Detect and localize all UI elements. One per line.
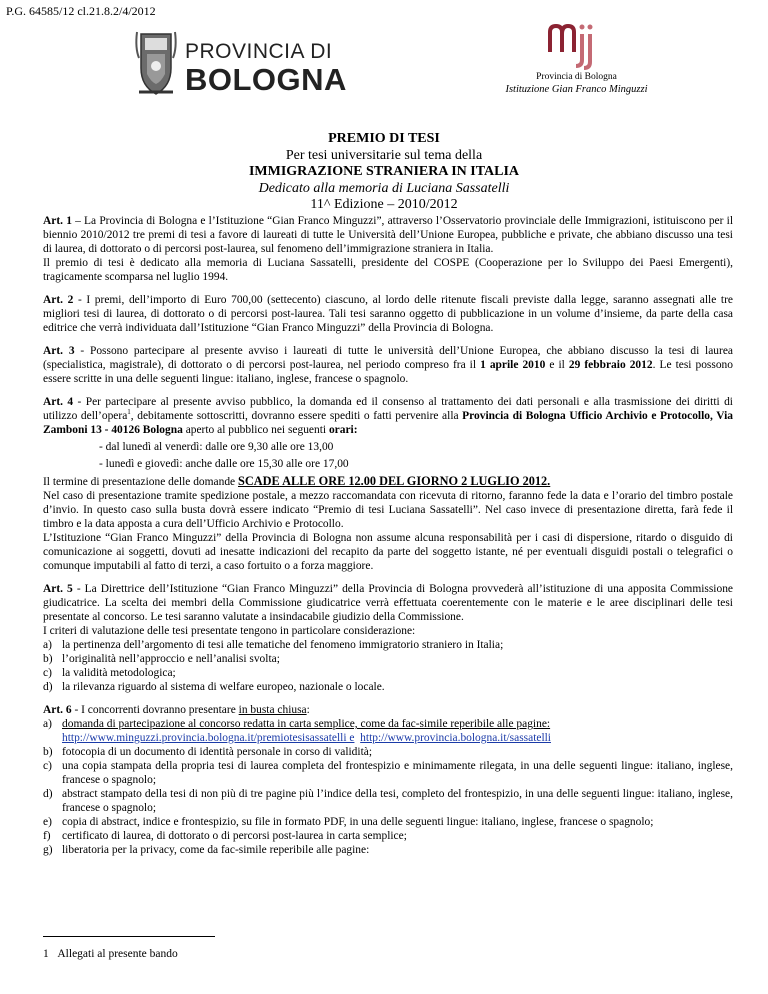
title-edition: 11^ Edizione – 2010/2012 <box>310 197 458 212</box>
list-item: g) liberatoria per la privacy, come da fac-simile reperibile alle pagine: <box>43 844 370 856</box>
protocol-number: P.G. 64585/12 cl.21.8.2/4/2012 <box>6 4 156 18</box>
title-theme: IMMIGRAZIONE STRANIERA IN ITALIA <box>248 164 520 179</box>
article-5-text: - La Direttrice dell’Istituzione “Gian Franco Minguzzi” della Provincia di Bologna provvederà all’istituzione di una apposita Commissione giudicatrice. La scelta dei membri della Commissione giudicatrice verrà effettuata coerentemente con le materie e le aree disciplinari delle tesi presentate al concorso. Le tesi saranno valutate a insindacabile giudizio della Commissione. <box>43 583 733 623</box>
article-3-date-end: 29 febbraio 2012 <box>568 359 653 371</box>
article-5-label: Art. 5 <box>43 583 73 595</box>
article-3-text-c: . Le tesi possono essere scritte in una delle seguenti lingue: italiano, inglese, francese o spagnolo. <box>43 359 733 385</box>
article-6-text-a: - I concorrenti dovranno presentare <box>71 704 239 716</box>
article-4-text-e: L’Istituzione “Gian Franco Minguzzi” della Provincia di Bologna non assume alcuna responsabilità per i casi di dispersione, ritardo o disguido di comunicazione ai soggetti, dovuti ad inesatte indicazioni del recapito da parte del soggetto istante, né per eventuali disguidi postali o telegrafici o comunque imputabili al fatto di terzi, a caso fortuito o a forza maggiore. <box>43 532 733 572</box>
article-3-label: Art. 3 <box>43 345 75 357</box>
item-a-text: domanda di partecipazione al concorso redatta in carta semplice, come da fac-simile reperibile alle pagine: <box>62 718 551 730</box>
link-provincia[interactable]: http://www.provincia.bologna.it/sassatelli <box>360 732 551 744</box>
logo-name-line2: BOLOGNA <box>185 62 347 97</box>
opening-hours-1: - dal lunedì al venerdì: dalle ore 9,30 alle ore 13,00 <box>99 441 334 453</box>
criteria-list <box>43 638 733 694</box>
deadline: SCADE ALLE ORE 12.00 DEL GIORNO 2 LUGLIO 2012. <box>238 474 551 488</box>
article-1 <box>43 214 733 284</box>
opening-hours <box>99 440 733 471</box>
article-4-text-d: Nel caso di presentazione tramite spedizione postale, a mezzo raccomandata con ricevuta di ritorno, faranno fede la data e l’orario del timbro postale d’invio. In questo caso sulla busta dovrà essere indicato “Premio di tesi Luciana Sassatelli”. Nel caso invece di presentazione diretta, farà fede il timbro e la data apposta a cura dell’Ufficio Archivio e Protocollo. <box>43 490 733 530</box>
article-5 <box>43 582 733 694</box>
article-1-label: Art. 1 <box>43 215 72 227</box>
list-item: a) la pertinenza dell’argomento di tesi alle tematiche del fenomeno immigratorio straniero in Italia; <box>43 639 504 651</box>
list-item: e) copia di abstract, indice e frontespizio, su file in formato PDF, in una delle seguenti lingue: italiano, inglese, francese o spagnolo; <box>43 816 654 828</box>
document-body <box>43 214 733 857</box>
list-item: c) la validità metodologica; <box>43 667 176 679</box>
article-2-text: - I premi, dell’importo di Euro 700,00 (settecento) ciascuno, al lordo delle ritenute fiscali previste dalla legge, saranno assegnati alle tre migliori tesi di laurea, di dottorato o di percorsi post-laurea. Tali tesi saranno oggetto di pubblicazione in un volume d’insieme, da parte della casa editrice che verrà individuata dall’Istituzione “Gian Franco Minguzzi” della Provincia di Bologna. <box>43 294 733 334</box>
title-subtitle: Per tesi universitarie sul tema della <box>285 147 483 163</box>
list-item: a) domanda di partecipazione al concorso redatta in carta semplice, come da fac-simile reperibile alle pagine: http://www.minguzzi.provincia.bologna.it/premiotesisassatelli e http://www.provincia.bologna.it/sassatelli <box>43 718 551 744</box>
article-2-label: Art. 2 <box>43 294 74 306</box>
link-minguzzi[interactable]: http://www.minguzzi.provincia.bologna.it/premiotesisassatelli e <box>62 732 355 744</box>
logo-name-line1: PROVINCIA DI <box>185 40 333 63</box>
list-item: d) la rilevanza riguardo al sistema di welfare europeo, nazionale o locale. <box>43 681 385 693</box>
footnote <box>43 948 178 960</box>
article-3-date-start: 1 aprile 2010 <box>480 359 546 371</box>
article-4-text-c: aperto al pubblico nei seguenti <box>182 424 329 436</box>
article-1-text: – La Provincia di Bologna e l’Istituzione “Gian Franco Minguzzi”, attraverso l’Osservatorio provinciale delle Immigrazioni, istituiscono per il biennio 2010/2012 tre premi di tesi a favore di laureati di tutte le Università dell’Unione Europea, pubbliche e private, che abbiano discusso una tesi di laurea, di dottorato o di percorsi post-laurea, sul fenomeno dell’immigrazione straniera in Italia. <box>43 215 733 255</box>
footnote-number: 1 <box>43 948 49 960</box>
title-premio: PREMIO DI TESI <box>328 131 440 146</box>
list-item: b) fotocopia di un documento di identità personale in corso di validità; <box>43 746 373 758</box>
logo-right-line1: Provincia di Bologna <box>536 72 617 82</box>
article-5-intro: I criteri di valutazione delle tesi presentate tengono in particolare considerazione: <box>43 625 416 637</box>
minguzzi-mark-icon <box>546 22 596 70</box>
title-block <box>0 131 768 214</box>
opening-hours-2: - lunedì e giovedì: anche dalle ore 15,30 alle ore 17,00 <box>99 458 349 470</box>
article-3-text-b: e il <box>545 359 569 371</box>
footnote-text: Allegati al presente bando <box>57 948 178 960</box>
article-2 <box>43 293 733 335</box>
istituzione-minguzzi-logo <box>495 22 675 98</box>
article-4-text-a: - Per partecipare al presente avviso pubblico, la domanda ed il consenso al trattamento dei dati personali e alla trasmissione dei diritti di utilizzo dell’opera <box>43 396 733 422</box>
list-item: b) l’originalità nell’approccio e nell’analisi svolta; <box>43 653 280 665</box>
article-4-orari-label: orari: <box>328 424 358 436</box>
provincia-bologna-logo <box>133 28 353 100</box>
article-6: Art. 6 - I concorrenti dovranno presentare in busta chiusa: a) domanda di partecipazione al concorso redatta in carta semplice, come da fac-simile reperibile alle pagine: http://www.minguzzi.provincia.bologna.it/premiotesisassatelli e http://www.provincia.bologna.it/sassatelli b) fotocopia di un documento di identità personale in corso di validità; c) una copia stampata della propria tesi di laurea completa del frontespizio e minimamente rilegata, in una delle seguenti lingue: italiano, inglese, francese o spagnolo; d) abstract stampato della tesi di non più di tre pagine più l’indice della tesi, completo del frontespizio, in una delle seguenti lingue: italiano, inglese, francese o spagnolo; e) copia di abstract, indice e frontespizio, su file in formato PDF, in una delle seguenti lingue: italiano, inglese, francese o spagnolo; f) certificato di laurea, di dottorato o di percorsi post-laurea in carta semplice; g) liberatoria per la privacy, come da fac-simile reperibile alle pagine: <box>43 704 733 856</box>
list-item: c) una copia stampata della propria tesi di laurea completa del frontespizio e minimamente rilegata, in una delle seguenti lingue: italiano, inglese, francese o spagnolo; <box>43 760 733 786</box>
article-4-text-b: , debitamente sottoscritti, dovranno essere spediti o fatti pervenire alla <box>130 410 463 422</box>
article-3 <box>43 344 733 386</box>
article-4-label: Art. 4 <box>43 396 74 408</box>
article-6-label: Art. 6 <box>43 704 72 716</box>
list-item: d) abstract stampato della tesi di non più di tre pagine più l’indice della tesi, completo del frontespizio, in una delle seguenti lingue: italiano, inglese, francese o spagnolo; <box>43 788 733 814</box>
footnote-ref: 1 <box>127 408 131 417</box>
crest-icon <box>133 28 179 98</box>
busta-chiusa: in busta chiusa <box>238 704 307 716</box>
footnote-divider <box>43 936 215 937</box>
article-1-text2: Il premio di tesi è dedicato alla memoria di Luciana Sassatelli, presidente del COSPE (Cooperazione per lo Sviluppo dei Paesi Emergenti), tragicamente scomparsa nel luglio 1994. <box>43 257 733 283</box>
deadline-text: Il termine di presentazione delle domande <box>43 476 238 488</box>
documents-list <box>43 717 733 857</box>
article-4 <box>43 395 733 573</box>
list-item: f) certificato di laurea, di dottorato o di percorsi post-laurea in carta semplice; <box>43 830 407 842</box>
article-4-address: Provincia di Bologna Ufficio Archivio e Protocollo, Via Zamboni 13 - 40126 Bologna <box>43 410 733 436</box>
article-3-text-a: - Possono partecipare al presente avviso i laureati di tutte le università dell’Unione Europea, che abbiano discusso la tesi di laurea (specialistica, magistrale), di dottorato o di percorsi post-laurea, nel periodo compreso fra il <box>43 345 733 371</box>
logo-right-line2: Istituzione Gian Franco Minguzzi <box>505 84 648 95</box>
title-dedication: Dedicato alla memoria di Luciana Sassatelli <box>258 180 510 196</box>
